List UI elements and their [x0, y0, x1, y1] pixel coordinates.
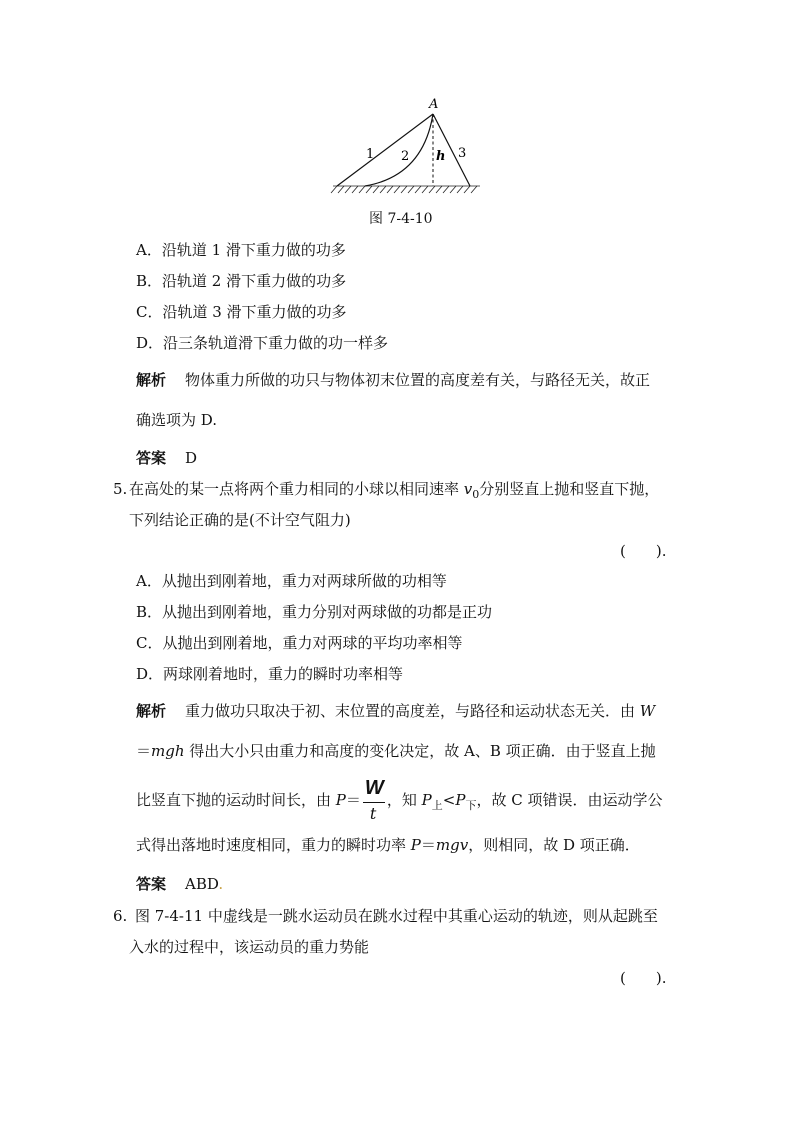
- q5-option-a: A．从抛出到刚着地，重力对两球所做的功相等: [136, 572, 447, 590]
- label-h: h: [436, 149, 446, 164]
- q4-option-a: A．沿轨道 1 滑下重力做的功多: [136, 241, 346, 259]
- v0-symbol: v: [463, 480, 473, 498]
- q6-number: 6.: [113, 907, 128, 925]
- v0-subscript: 0: [472, 488, 480, 501]
- q4-option-d: D．沿三条轨道滑下重力做的功一样多: [136, 334, 389, 352]
- q5-answer-value: ABD: [185, 875, 219, 893]
- q6-stem-line2: 入水的过程中，该运动员的重力势能: [129, 938, 370, 956]
- q4-answer-label: 答案: [136, 449, 167, 467]
- symbol-P-up: P: [421, 791, 432, 809]
- q5-analysis-text4b: ，则相同，故 D 项正确．: [468, 836, 640, 854]
- fraction-denominator: t: [369, 804, 377, 823]
- fraction-numerator: W: [364, 777, 384, 799]
- q5-analysis-line3: [136, 777, 663, 823]
- q5-analysis-label: 解析: [136, 702, 167, 720]
- q6-stem-line1: 图 7-4-11 中虚线是一跳水运动员在跳水过程中其重心运动的轨迹，则从起跳至: [135, 907, 658, 925]
- label-2: 2: [401, 149, 410, 164]
- q5-analysis-line2: [136, 744, 656, 759]
- symbol-P-down: P: [455, 791, 466, 809]
- equals-sign: ＝: [136, 742, 152, 760]
- symbol-W: W: [639, 702, 656, 720]
- q5-analysis-line4: [136, 838, 640, 853]
- q4-option-b: B．沿轨道 2 滑下重力做的功多: [136, 272, 347, 290]
- q6-bracket: ( ).: [620, 969, 667, 987]
- formula-mgv: mgv: [435, 836, 469, 854]
- equals-sign: ＝: [345, 791, 361, 809]
- q4-analysis-label: 解析: [136, 371, 167, 389]
- q5-analysis-text3b: ，知: [386, 791, 422, 809]
- track-1: [337, 114, 433, 186]
- fraction-W-over-t: [363, 777, 385, 823]
- q4-analysis-line2: 确选项为 D.: [136, 411, 218, 429]
- q5-option-b: B．从抛出到刚着地，重力分别对两球做的功都是正功: [136, 603, 493, 621]
- formula-mgh: mgh: [151, 742, 185, 760]
- q5-stem-text-a: 在高处的某一点将两个重力相同的小球以相同速率: [129, 480, 464, 498]
- figure-caption: 图 7-4-10: [369, 211, 433, 227]
- ground-hatching: [331, 186, 480, 193]
- q5-option-c: C．从抛出到刚着地，重力对两球的平均功率相等: [136, 634, 463, 652]
- q4-option-c: C．沿轨道 3 滑下重力做的功多: [136, 303, 347, 321]
- q5-answer-label: 答案: [136, 875, 167, 893]
- equals-sign: ＝: [420, 836, 436, 854]
- q5-analysis-text1: 重力做功只取决于初、末位置的高度差，与路径和运动状态无关．由: [185, 702, 640, 720]
- figure-7-4-10: [325, 90, 485, 200]
- label-A: A: [429, 97, 439, 112]
- q5-number: 5.: [113, 480, 128, 498]
- subscript-up: 上: [431, 799, 443, 812]
- label-3: 3: [458, 146, 467, 161]
- symbol-P: P: [335, 791, 346, 809]
- q5-stem-line2: 下列结论正确的是(不计空气阻力): [129, 511, 351, 529]
- q5-stem-text-b: 分别竖直上抛和竖直下抛，: [479, 480, 660, 498]
- q5-answer-dot: .: [218, 875, 224, 893]
- q5-answer: [185, 877, 223, 892]
- q5-analysis-text4a: 式得出落地时速度相同，重力的瞬时功率: [136, 836, 411, 854]
- q4-analysis-line1: 物体重力所做的功只与物体初末位置的高度差有关，与路径无关，故正: [185, 371, 651, 389]
- q5-analysis-text2: 得出大小只由重力和高度的变化决定，故 A、B 项正确．由于竖直上抛: [184, 742, 656, 760]
- subscript-down: 下: [465, 799, 477, 812]
- fraction-bar: [363, 802, 385, 803]
- q5-analysis-line1: [185, 704, 655, 719]
- symbol-P: P: [410, 836, 421, 854]
- label-1: 1: [366, 147, 375, 162]
- q5-bracket: ( ).: [620, 542, 667, 560]
- q5-stem-line1: [129, 480, 660, 501]
- track-2: [365, 114, 433, 186]
- q4-answer: D: [185, 449, 198, 467]
- less-than: <: [442, 791, 456, 809]
- q5-analysis-text3a: 比竖直下抛的运动时间长，由: [136, 791, 336, 809]
- q5-analysis-text3c: ，故 C 项错误．由运动学公: [476, 791, 663, 809]
- q5-option-d: D．两球刚着地时，重力的瞬时功率相等: [136, 665, 404, 683]
